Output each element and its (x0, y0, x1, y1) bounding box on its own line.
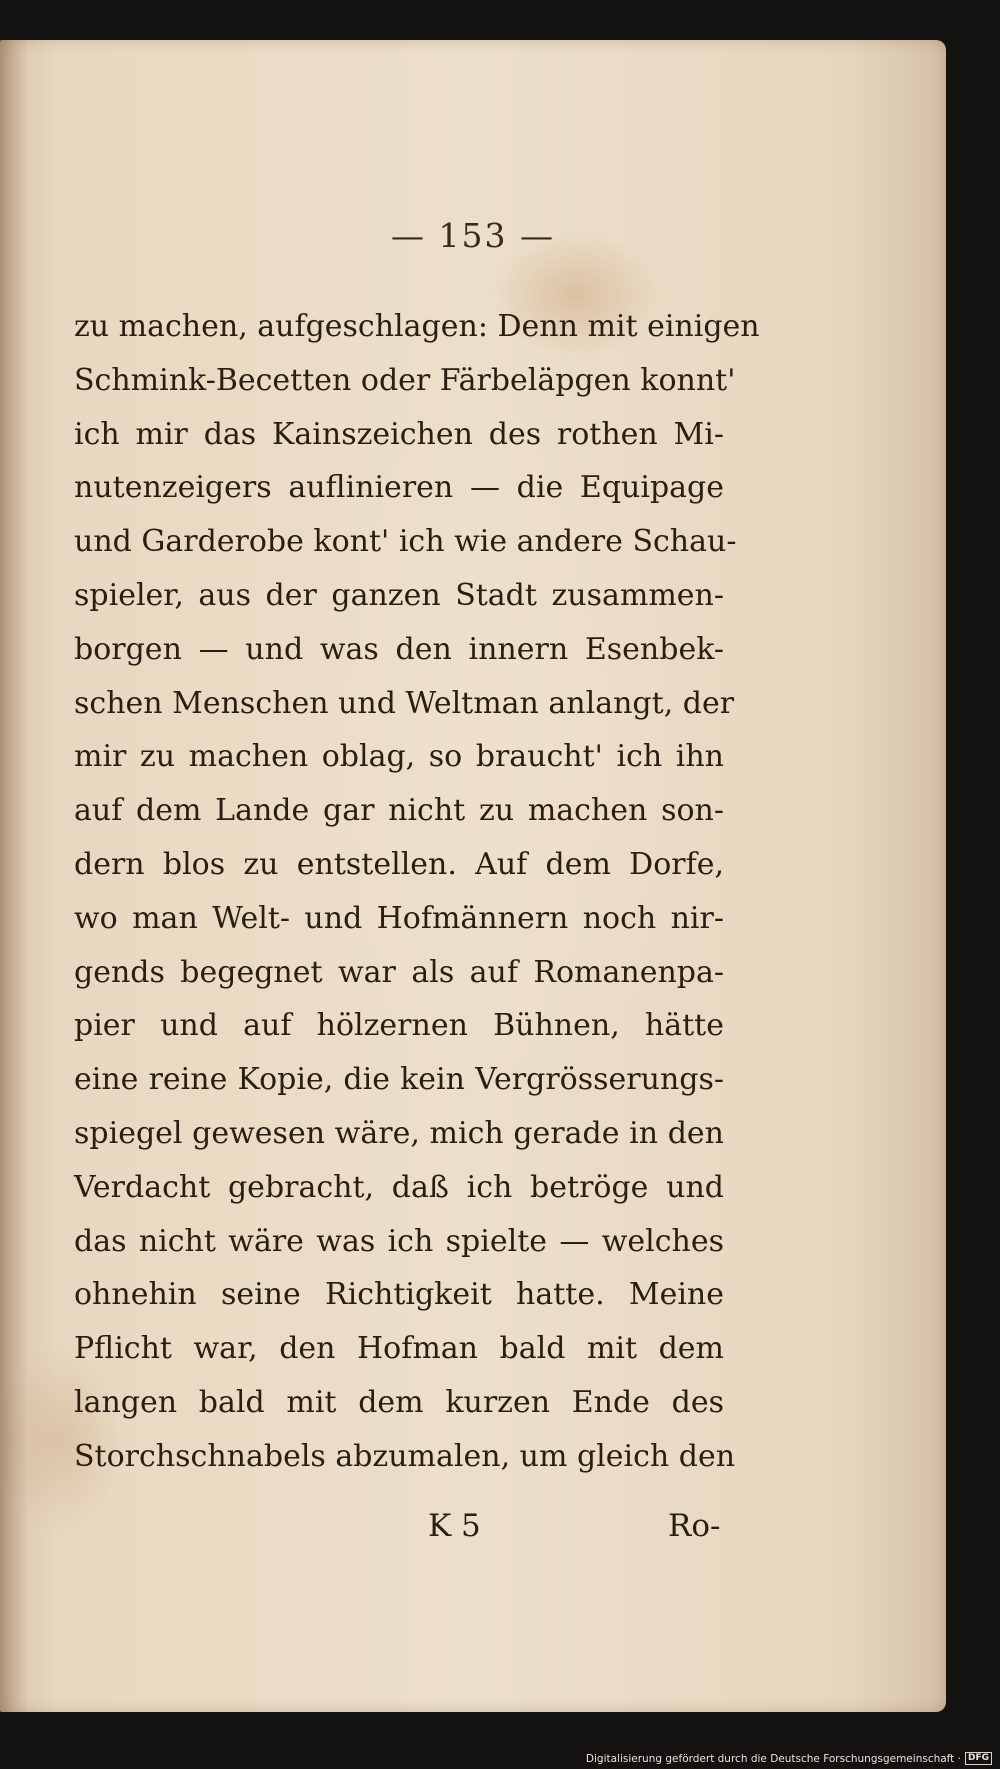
text-line: schen Menschen und Weltman anlangt, der (74, 685, 735, 721)
text-line: Pflicht war, den Hofman bald mit dem (74, 1331, 724, 1367)
text-line: auf dem Lande gar nicht zu machen son- (74, 793, 724, 829)
page-body-text (74, 300, 760, 1484)
catchword: Ro- (668, 1508, 721, 1544)
text-line: gends begegnet war als auf Romanenpa- (74, 954, 724, 990)
text-line: borgen — und was den innern Esenbek- (74, 631, 724, 667)
credit-text: Digitalisierung gefördert durch die Deutsche Forschungsgemeinschaft · (585, 1752, 961, 1765)
text-line: Storchschnabels abzumalen, um gleich den (74, 1438, 736, 1474)
text-line: ohnehin seine Richtigkeit hatte. Meine (74, 1277, 724, 1313)
text-line: pier und auf hölzernen Bühnen, hätte (74, 1008, 724, 1044)
text-line: eine reine Kopie, die kein Vergrösserungs- (74, 1062, 724, 1098)
text-line: das nicht wäre was ich spielte — welches (74, 1223, 724, 1259)
text-line: spieler, aus der ganzen Stadt zusammen- (74, 577, 724, 613)
text-line: Schmink-Becetten oder Färbeläpgen konnt' (74, 362, 736, 398)
text-line: und Garderobe kont' ich wie andere Schau- (74, 524, 737, 560)
signature-mark: K 5 (428, 1508, 481, 1544)
text-line: zu machen, aufgeschlagen: Denn mit einigen (74, 309, 760, 344)
digitization-credit (586, 1752, 992, 1765)
text-line: Verdacht gebracht, daß ich betröge und (74, 1169, 724, 1205)
page-number-header: — 153 — (391, 216, 555, 255)
text-line: nutenzeigers auflinieren — die Equipage (74, 470, 724, 506)
text-line: dern blos zu entstellen. Auf dem Dorfe, (74, 846, 724, 882)
text-line: langen bald mit dem kurzen Ende des (74, 1384, 724, 1420)
page-footer (0, 1508, 946, 1558)
dfg-logo: DFG (965, 1752, 992, 1765)
text-line: mir zu machen oblag, so braucht' ich ihn (74, 739, 724, 775)
page-spine-shadow (0, 40, 28, 1712)
text-line: spiegel gewesen wäre, mich gerade in den (74, 1115, 724, 1151)
text-line: wo man Welt- und Hofmännern noch nir- (74, 900, 724, 936)
text-line: ich mir das Kainszeichen des rothen Mi- (74, 416, 724, 452)
book-page (0, 40, 946, 1712)
